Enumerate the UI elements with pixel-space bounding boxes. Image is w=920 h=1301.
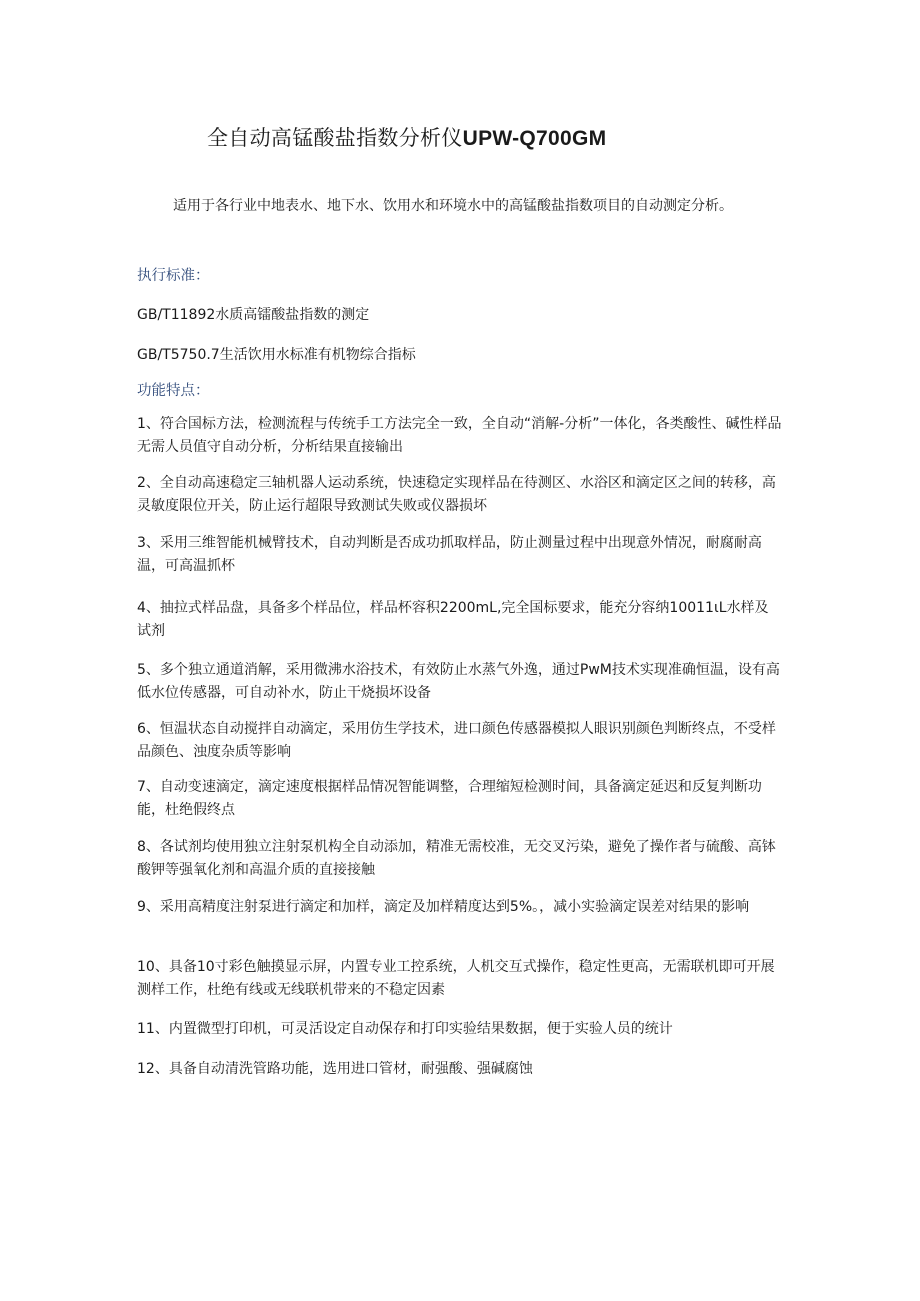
- intro-paragraph: 适用于各行业中地表水、地下水、饮用水和环境水中的高锰酸盐指数项目的自动测定分析。: [173, 198, 733, 214]
- standard-item: GB/T5750.7生活饮用水标准有机物综合指标: [137, 347, 416, 363]
- feature-item: 2、全自动高速稳定三轴机器人运动系统，快速稳定实现样品在待测区、水浴区和滴定区之间的转移，高灵敏度限位开关，防止运行超限导致测试失败或仪器损坏: [137, 475, 776, 514]
- document-title: [207, 124, 606, 153]
- feature-item: 11、内置微型打印机，可灵活设定自动保存和打印实验结果数据，便于实验人员的统计: [137, 1021, 673, 1037]
- title-model-number: UPW-Q700GM: [462, 127, 607, 150]
- feature-item: 6、恒温状态自动搅拌自动滴定，采用仿生学技术，进口颜色传感器模拟人眼识别颜色判断终点，不受样品颜色、浊度杂质等影响: [137, 721, 776, 760]
- features-heading: 功能特点：: [137, 383, 210, 399]
- feature-item: 1、符合国标方法，检测流程与传统手工方法完全一致，全自动“消解-分析”一体化，各类酸性、碱性样品无需人员值守自动分析，分析结果直接输出: [137, 416, 782, 455]
- feature-item: 4、抽拉式样品盘，具备多个样品位，样品杯容积2200mL,完全国标要求，能充分容纳10011ιL水样及试剂: [137, 600, 769, 639]
- title-chinese: 全自动高锰酸盐指数分析仪: [207, 126, 463, 150]
- feature-item: 12、具备自动清洗管路功能，选用进口管材，耐强酸、强碱腐蚀: [137, 1061, 533, 1077]
- standard-item: GB/T11892水质高镭酸盐指数的测定: [137, 307, 370, 323]
- feature-item: 10、具备10寸彩色触摸显示屏，内置专业工控系统，人机交互式操作，稳定性更高，无需联机即可开展测样工作，杜绝有线或无线联机带来的不稳定因素: [137, 959, 775, 998]
- feature-item: 9、采用高精度注射泵进行滴定和加样，滴定及加样精度达到5%。，减小实验滴定误差对结果的影响: [137, 899, 750, 915]
- standards-heading: 执行标准：: [137, 268, 210, 284]
- feature-item: 8、各试剂均使用独立注射泵机构全自动添加，精准无需校准，无交叉污染，避免了操作者与硫酸、高钵酸钾等强氧化剂和高温介质的直接接触: [137, 839, 776, 878]
- feature-item: 3、采用三维智能机械臂技术，自动判断是否成功抓取样品，防止测量过程中出现意外情况，耐腐耐高温，可高温抓杯: [137, 535, 762, 574]
- feature-item: 5、多个独立通道消解，采用微沸水浴技术，有效防止水蒸气外逸，通过PwM技术实现准确恒温，设有高低水位传感器，可自动补水，防止干烧损坏设备: [137, 662, 780, 701]
- feature-item: 7、自动变速滴定，滴定速度根据样品情况智能调整，合理缩短检测时间，具备滴定延迟和反复判断功能，杜绝假终点: [137, 779, 762, 818]
